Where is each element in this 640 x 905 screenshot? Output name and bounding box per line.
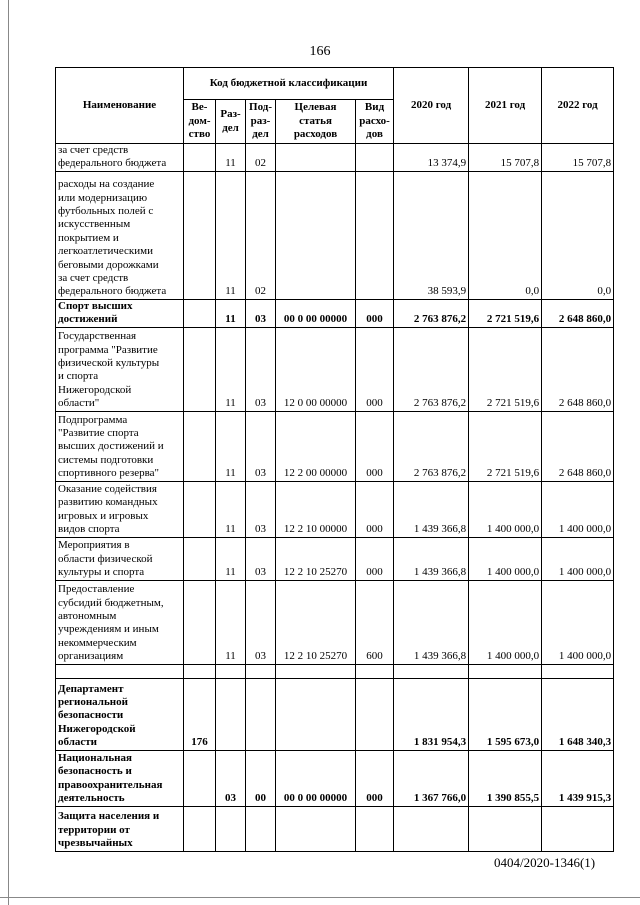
row-value-2021: 1 400 000,0	[469, 481, 542, 537]
table-row	[56, 806, 614, 851]
table-row	[56, 327, 614, 411]
row-value-2022: 1 648 340,3	[542, 678, 614, 750]
row-name: Департамент региональной безопасности Нижегородской области	[56, 678, 184, 750]
row-target-article	[276, 806, 356, 851]
row-value-2020: 38 593,9	[394, 171, 469, 299]
table-row	[56, 144, 614, 172]
row-name: Национальная безопасность и правоохранительная деятельность	[56, 750, 184, 806]
row-value-2021: 0,0	[469, 171, 542, 299]
row-podrazdel: 02	[246, 171, 276, 299]
row-name	[56, 664, 184, 678]
row-expense-type: 000	[356, 411, 394, 481]
table-row	[56, 481, 614, 537]
row-podrazdel: 03	[246, 580, 276, 664]
row-value-2022: 2 648 860,0	[542, 411, 614, 481]
table-row	[56, 664, 614, 678]
row-value-2021	[469, 664, 542, 678]
row-expense-type	[356, 806, 394, 851]
row-target-article: 12 2 10 25270	[276, 537, 356, 580]
row-name: Подпрограмма "Развитие спорта высших достижений и системы подготовки спортивного резерва"	[56, 411, 184, 481]
row-podrazdel: 03	[246, 537, 276, 580]
table-row	[56, 299, 614, 327]
row-value-2020: 2 763 876,2	[394, 411, 469, 481]
table-row	[56, 678, 614, 750]
row-value-2021: 2 721 519,6	[469, 327, 542, 411]
header-name: Наименование	[56, 68, 184, 144]
row-value-2022	[542, 664, 614, 678]
row-razdel: 11	[216, 580, 246, 664]
row-expense-type	[356, 678, 394, 750]
page-number: 166	[309, 44, 331, 59]
header-target: Целевая статья расходов	[276, 100, 356, 144]
row-value-2022: 0,0	[542, 171, 614, 299]
row-podrazdel	[246, 678, 276, 750]
row-razdel: 03	[216, 750, 246, 806]
row-razdel: 11	[216, 299, 246, 327]
row-target-article	[276, 664, 356, 678]
row-name: Оказание содействия развитию командных игровых и игровых видов спорта	[56, 481, 184, 537]
row-target-article: 12 2 00 00000	[276, 411, 356, 481]
row-vedomstvo	[184, 481, 216, 537]
row-value-2021	[469, 806, 542, 851]
header-vedomstvo: Ве- дом- ство	[184, 100, 216, 144]
row-value-2020	[394, 664, 469, 678]
table-row	[56, 171, 614, 299]
document-code: 0404/2020-1346(1)	[494, 855, 596, 870]
row-target-article	[276, 144, 356, 172]
row-vedomstvo	[184, 411, 216, 481]
table-row	[56, 537, 614, 580]
row-value-2022: 15 707,8	[542, 144, 614, 172]
row-value-2020	[394, 806, 469, 851]
row-razdel	[216, 806, 246, 851]
row-value-2021: 2 721 519,6	[469, 299, 542, 327]
header-2022: 2022 год	[542, 68, 614, 144]
row-value-2021: 2 721 519,6	[469, 411, 542, 481]
row-target-article: 12 2 10 25270	[276, 580, 356, 664]
scan-left-rule	[8, 0, 9, 905]
row-name: расходы на создание или модернизацию футбольных полей с искусственным покрытием и легкоатлетическими беговыми дорожками за счет средств федерального бюджета	[56, 171, 184, 299]
header-2021: 2021 год	[469, 68, 542, 144]
row-expense-type: 000	[356, 481, 394, 537]
row-value-2021: 1 400 000,0	[469, 537, 542, 580]
row-vedomstvo	[184, 299, 216, 327]
row-razdel: 11	[216, 411, 246, 481]
table-row	[56, 750, 614, 806]
row-expense-type: 000	[356, 537, 394, 580]
row-podrazdel: 02	[246, 144, 276, 172]
row-vedomstvo	[184, 664, 216, 678]
row-podrazdel: 03	[246, 411, 276, 481]
row-target-article	[276, 171, 356, 299]
row-value-2021: 1 390 855,5	[469, 750, 542, 806]
row-value-2021: 1 595 673,0	[469, 678, 542, 750]
row-razdel: 11	[216, 171, 246, 299]
row-expense-type	[356, 664, 394, 678]
row-name: Государственная программа "Развитие физической культуры и спорта Нижегородской области"	[56, 327, 184, 411]
header-budget-code: Код бюджетной классификации	[184, 68, 394, 100]
header-podrazdel: Под- раз- дел	[246, 100, 276, 144]
row-podrazdel: 00	[246, 750, 276, 806]
row-razdel: 11	[216, 327, 246, 411]
row-vedomstvo	[184, 144, 216, 172]
row-vedomstvo: 176	[184, 678, 216, 750]
row-vedomstvo	[184, 580, 216, 664]
row-value-2020: 1 439 366,8	[394, 481, 469, 537]
row-value-2022	[542, 806, 614, 851]
row-name: Мероприятия в области физической культуры и спорта	[56, 537, 184, 580]
row-name: Защита населения и территории от чрезвычайных	[56, 806, 184, 851]
row-name: за счет средств федерального бюджета	[56, 144, 184, 172]
row-value-2020: 1 367 766,0	[394, 750, 469, 806]
row-value-2022: 1 439 915,3	[542, 750, 614, 806]
row-razdel	[216, 664, 246, 678]
table-row	[56, 411, 614, 481]
row-value-2022: 1 400 000,0	[542, 537, 614, 580]
row-value-2020: 2 763 876,2	[394, 327, 469, 411]
header-vid: Вид расхо- дов	[356, 100, 394, 144]
row-value-2021: 15 707,8	[469, 144, 542, 172]
row-podrazdel: 03	[246, 299, 276, 327]
row-expense-type: 000	[356, 299, 394, 327]
row-value-2022: 1 400 000,0	[542, 481, 614, 537]
table-row	[56, 580, 614, 664]
row-name: Предоставление субсидий бюджетным, автономным учреждениям и иным некоммерческим организациям	[56, 580, 184, 664]
row-target-article: 00 0 00 00000	[276, 299, 356, 327]
row-value-2022: 2 648 860,0	[542, 327, 614, 411]
row-target-article: 00 0 00 00000	[276, 750, 356, 806]
row-expense-type	[356, 171, 394, 299]
row-expense-type: 000	[356, 750, 394, 806]
header-2020: 2020 год	[394, 68, 469, 144]
row-vedomstvo	[184, 327, 216, 411]
row-value-2020: 13 374,9	[394, 144, 469, 172]
row-name: Спорт высших достижений	[56, 299, 184, 327]
row-value-2020: 1 439 366,8	[394, 580, 469, 664]
row-vedomstvo	[184, 537, 216, 580]
row-target-article: 12 0 00 00000	[276, 327, 356, 411]
row-podrazdel	[246, 806, 276, 851]
row-vedomstvo	[184, 750, 216, 806]
row-podrazdel	[246, 664, 276, 678]
row-value-2020: 2 763 876,2	[394, 299, 469, 327]
row-expense-type	[356, 144, 394, 172]
row-expense-type: 000	[356, 327, 394, 411]
row-razdel: 11	[216, 481, 246, 537]
row-value-2021: 1 400 000,0	[469, 580, 542, 664]
scan-bottom-rule	[0, 897, 640, 898]
row-target-article: 12 2 10 00000	[276, 481, 356, 537]
row-value-2022: 1 400 000,0	[542, 580, 614, 664]
header-razdel: Раз- дел	[216, 100, 246, 144]
row-podrazdel: 03	[246, 327, 276, 411]
row-expense-type: 600	[356, 580, 394, 664]
row-razdel: 11	[216, 537, 246, 580]
row-podrazdel: 03	[246, 481, 276, 537]
row-value-2022: 2 648 860,0	[542, 299, 614, 327]
row-vedomstvo	[184, 171, 216, 299]
row-target-article	[276, 678, 356, 750]
budget-table	[55, 67, 614, 852]
row-value-2020: 1 831 954,3	[394, 678, 469, 750]
row-value-2020: 1 439 366,8	[394, 537, 469, 580]
row-vedomstvo	[184, 806, 216, 851]
row-razdel: 11	[216, 144, 246, 172]
row-razdel	[216, 678, 246, 750]
